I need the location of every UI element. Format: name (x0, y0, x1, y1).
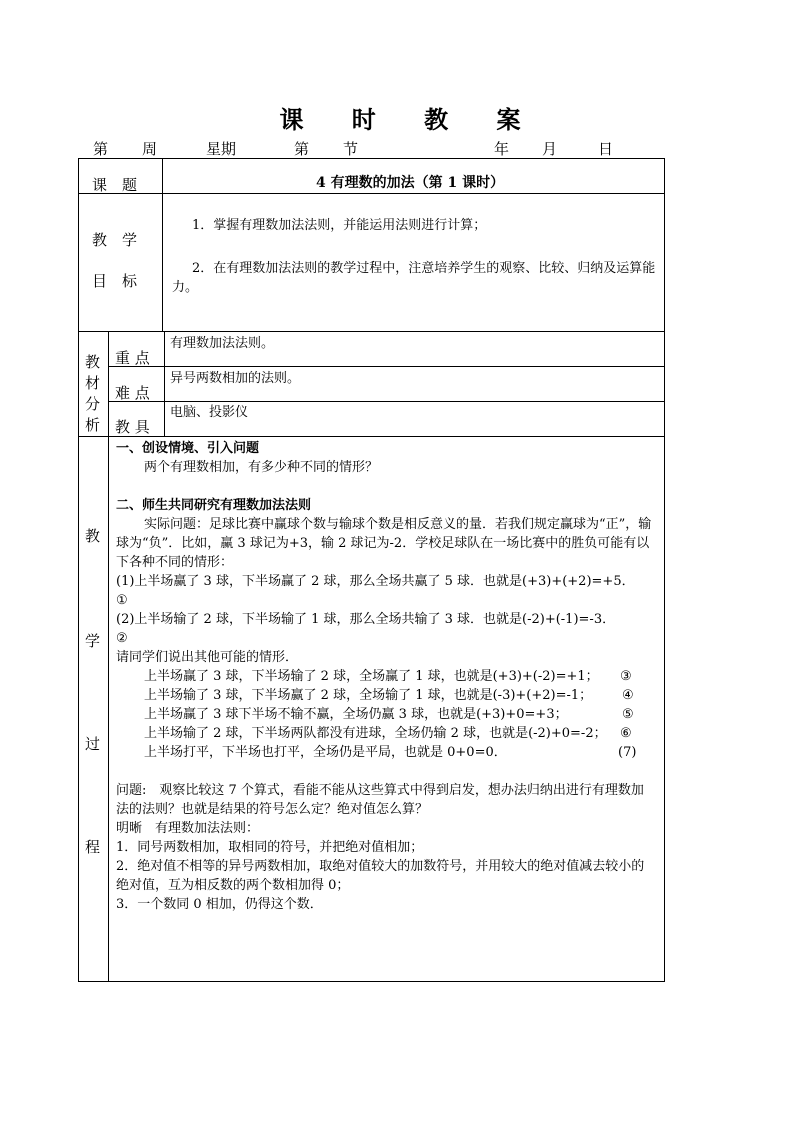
ask-text: 请同学们说出其他可能的情形． (116, 650, 299, 665)
section-1-title: 一、创设情境、引入问题 (116, 441, 260, 456)
process-label-char: 程 (85, 838, 101, 856)
objective-item-2: 2．在有理数加法法则的教学过程中，注意培养学生的观察、比较、归纳及运算能力。 (172, 261, 656, 295)
topic-label: 课 题 (92, 176, 138, 194)
process-label-char: 学 (85, 632, 101, 650)
topic-value: 4 有理数的加法（第 1 课时） (316, 175, 505, 191)
analysis-label-char: 析 (85, 416, 101, 434)
section-2-intro: 实际问题：足球比赛中赢球个数与输球个数是相反意义的量．若我们规定赢球为“正”，输球为“负”．比如，赢 3 球记为+3，输 2 球记为-2．学校足球队在一场比赛中的胜负可能有以下各种不同的情形： (116, 517, 652, 570)
case-mark: ④ (622, 688, 634, 703)
table-divider (108, 366, 665, 367)
case-item (116, 686, 656, 705)
dateline-week-prefix: 第 (93, 140, 109, 158)
analysis-label-char: 教 (85, 353, 101, 371)
case-mark: ③ (620, 669, 632, 684)
dateline-day: 日 (598, 140, 614, 158)
table-border-top (78, 158, 665, 159)
dateline-month: 月 (542, 140, 558, 158)
dateline-weekday: 星期 (206, 140, 237, 158)
case-1-mark: ① (116, 593, 128, 608)
dateline-week-suffix: 周 (142, 140, 158, 158)
table-divider (108, 331, 109, 981)
process-label-char: 过 (85, 735, 101, 753)
section-2-title: 二、师生共同研究有理数加法法则 (116, 498, 312, 513)
rule-1: 1．同号两数相加，取相同的符号，并把绝对值相加； (116, 840, 424, 855)
dateline-year: 年 (494, 140, 510, 158)
case-item (116, 743, 656, 762)
case-2: (2)上半场输了 2 球，下半场输了 1 球，那么全场共输了 3 球．也就是(-2)+(-1)=-3． (116, 612, 616, 627)
dateline-period-suffix: 节 (343, 140, 359, 158)
case-1: (1)上半场赢了 3 球，下半场赢了 2 球，那么全场共赢了 5 球．也就是(+3)+(+2)=+5． (116, 574, 635, 589)
key-point-value: 有理数加法法则。 (170, 336, 275, 351)
case-mark: (7) (618, 745, 637, 760)
key-point-label: 重 点 (115, 349, 150, 367)
case-text: 上半场打平，下半场也打平，全场仍是平局，也就是 0+0=0． (144, 745, 507, 760)
case-text: 上半场赢了 3 球下半场不输不赢，全场仍赢 3 球，也就是(+3)+0=+3； (144, 707, 568, 722)
table-divider (78, 331, 665, 332)
table-divider (78, 193, 665, 194)
case-item (116, 667, 656, 686)
objectives-label-line1: 教 学 (92, 231, 138, 249)
case-text: 上半场输了 2 球，下半场两队都没有进球，全场仍输 2 球，也就是(-2)+0=-2； (144, 726, 607, 741)
table-divider (78, 436, 665, 437)
case-mark: ⑥ (620, 726, 632, 741)
process-label-char: 教 (85, 527, 101, 545)
case-2-mark: ② (116, 631, 128, 646)
table-border-left (78, 158, 79, 982)
table-border-bottom (78, 981, 665, 982)
question-text: 问题: 观察比较这 7 个算式，看能不能从这些算式中得到启发，想办法归纳出进行有理数加法的法则？也就是结果的符号怎么定？绝对值怎么算？ (116, 783, 644, 817)
analysis-label-char: 分 (85, 395, 101, 413)
page-title: 课 时 教 案 (279, 105, 541, 134)
difficulty-label: 难 点 (115, 384, 150, 402)
objective-item-1: 1．掌握有理数加法法则，并能运用法则进行计算； (192, 218, 487, 233)
case-item (116, 724, 656, 743)
table-divider (164, 331, 165, 436)
case-item (116, 705, 656, 724)
analysis-label-char: 材 (85, 374, 101, 392)
section-1-text: 两个有理数相加，有多少种不同的情形？ (144, 460, 379, 475)
table-divider (108, 401, 665, 402)
table-divider (162, 158, 163, 331)
case-text: 上半场赢了 3 球，下半场输了 2 球，全场赢了 1 球，也就是(+3)+(-2)=+1； (144, 669, 599, 684)
case-mark: ⑤ (622, 707, 634, 722)
difficulty-value: 异号两数相加的法则。 (170, 371, 301, 386)
objectives-label-line2: 目 标 (92, 272, 138, 290)
rule-3: 3．一个数同 0 相加，仍得这个数． (116, 897, 323, 912)
process-content (116, 439, 656, 914)
teaching-aids-value: 电脑、投影仪 (170, 405, 249, 420)
rule-2: 2．绝对值不相等的异号两数相加，取绝对值较大的加数符号，并用较大的绝对值减去较小的绝对值，互为相反数的两个数相加得 0； (116, 859, 645, 893)
teaching-aids-label: 教 具 (115, 418, 150, 436)
table-border-right (664, 158, 665, 982)
clarify-text: 明晰 有理数加法法则： (116, 821, 260, 836)
case-text: 上半场输了 3 球，下半场赢了 2 球，全场输了 1 球，也就是(-3)+(+2)=-1； (144, 688, 593, 703)
dateline-period-prefix: 第 (294, 140, 310, 158)
